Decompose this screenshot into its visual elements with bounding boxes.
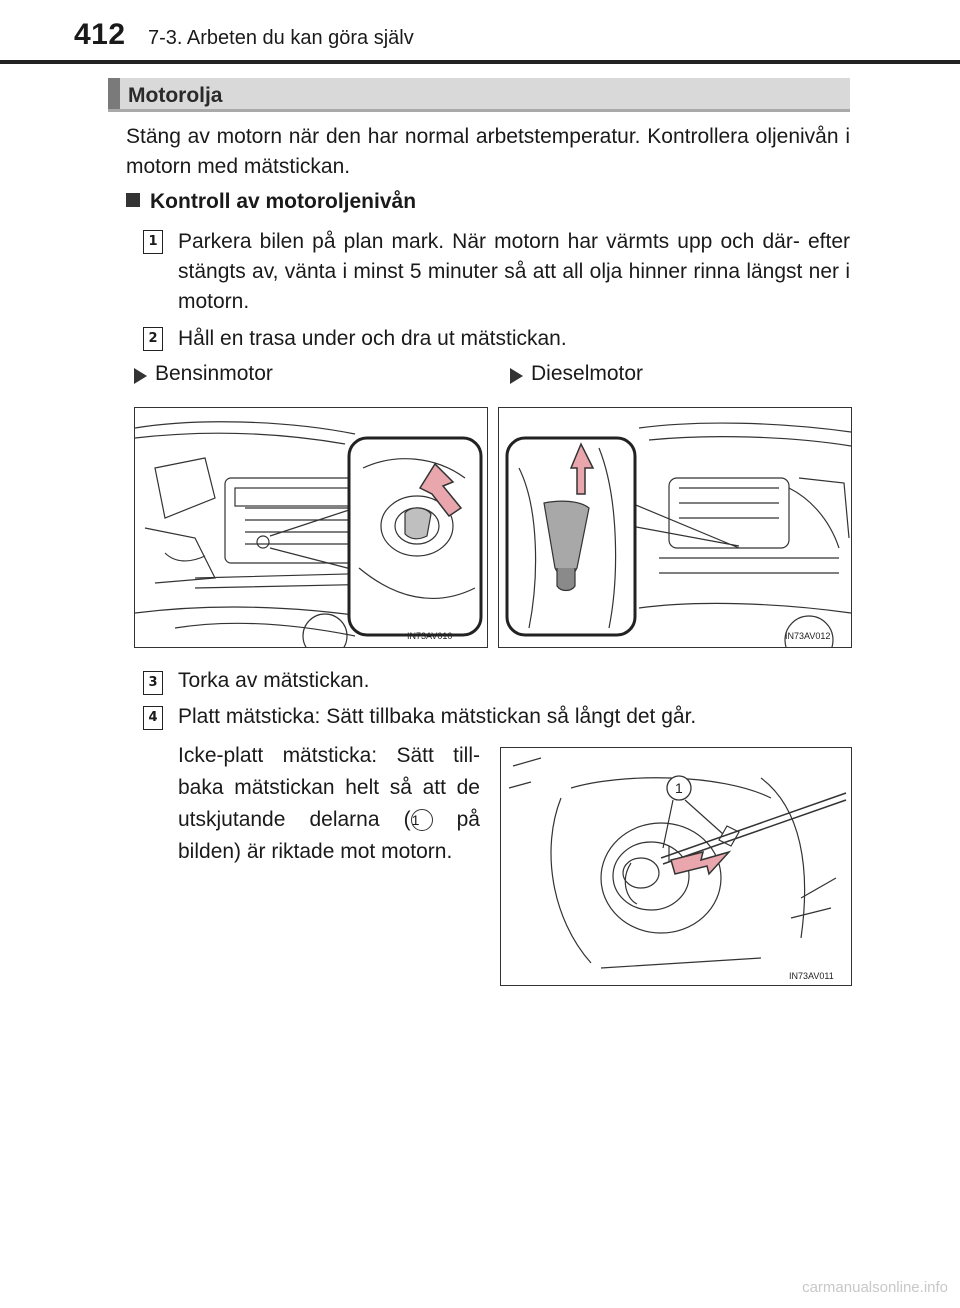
callout-ref-circle: 1 [411,809,433,831]
dipstick-callout-label: 1 [675,780,683,796]
triangle-bullet-icon [510,368,523,384]
subheading [126,190,416,214]
step-number-3: 3 [143,671,163,695]
square-bullet-icon [126,193,140,207]
page-number: 412 [74,18,126,51]
diesel-figure-code: IN73AV012 [785,631,831,641]
non-flat-dipstick-paragraph [178,740,480,868]
step-1-text: Parkera bilen på plan mark. När motorn har värmts upp och där- efter stängts av, vänta i minst 5 minuter så att all olja hinner rinna längst ner i motorn. [178,230,850,313]
petrol-engine-illustration [134,407,488,648]
section-title: Motorolja [128,84,223,107]
petrol-figure-code: IN73AV010 [407,631,453,641]
intro-paragraph: Stäng av motorn när den har normal arbetstemperatur. Kontrollera oljenivån i motorn med mätstickan. [126,125,850,178]
header-rule [0,60,960,64]
petrol-caption: Bensinmotor [155,362,273,385]
step-number-2: 2 [143,327,163,351]
step-3-text: Torka av mätstickan. [178,669,370,692]
dipstick-drawing [501,748,851,985]
dipstick-figure-code: IN73AV011 [789,971,834,981]
section-heading-bar [108,78,850,112]
diesel-engine-illustration [498,407,852,648]
step-number-4: 4 [143,706,163,730]
diesel-caption: Dieselmotor [531,362,644,385]
step-2-text: Håll en trasa under och dra ut mätstickan. [178,327,567,350]
diesel-engine-drawing [499,408,851,647]
dipstick-illustration [500,747,852,986]
subheading-text: Kontroll av motoroljenivån [150,190,417,213]
petrol-engine-drawing [135,408,487,647]
triangle-bullet-icon [134,368,147,384]
non-flat-text-before: Icke-platt mätsticka: Sätt till- baka mätstickan helt så att de utskjutande delarna ( [178,744,480,831]
step-number-1: 1 [143,230,163,254]
chapter-title: 7-3. Arbeten du kan göra själv [148,27,414,49]
non-flat-text-after: på bilden) är riktade mot motorn. [178,808,480,863]
watermark: carmanualsonline.info [802,1279,948,1296]
step-4-text: Platt mätsticka: Sätt tillbaka mätstickan så långt det går. [178,705,697,728]
